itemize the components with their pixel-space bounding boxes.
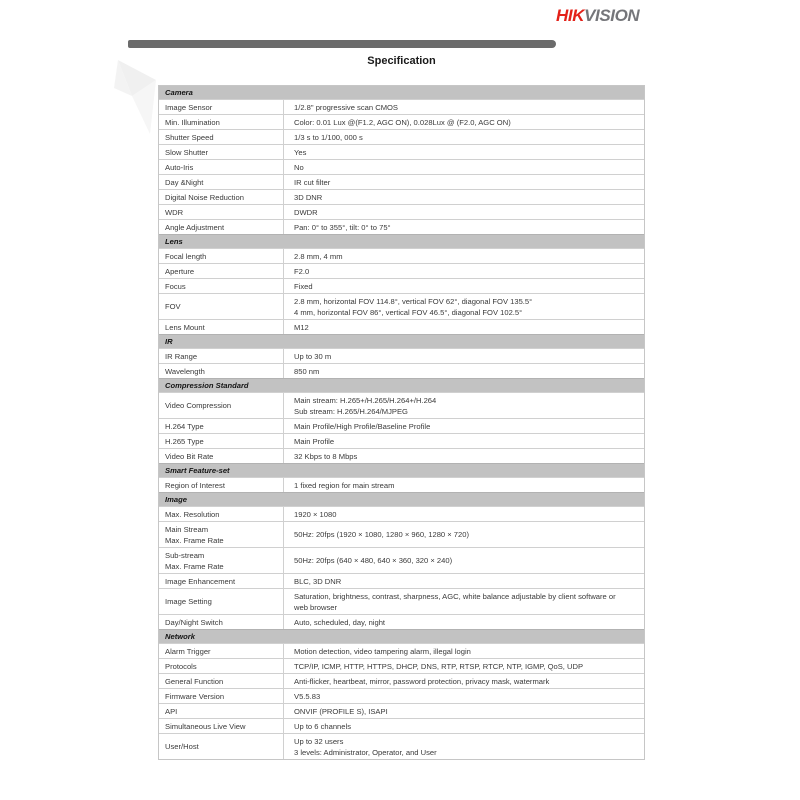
value-line: Auto, scheduled, day, night [294,617,386,627]
logo-hik-text: HIK [556,6,585,25]
value-line: IR cut filter [294,177,331,187]
logo-vision-text: VISION [584,6,640,25]
section-title: Lens [165,237,183,246]
row-label [159,100,283,114]
value-line: 32 Kbps to 8 Mbps [294,451,358,461]
section-header [159,378,644,392]
section-header [159,334,644,348]
value-line: 1/3 s to 1/100, 000 s [294,132,363,142]
label-line: Digital Noise Reduction [165,192,244,202]
row-label [159,615,283,629]
value-line: ONVIF (PROFILE S), ISAPI [294,706,388,716]
spec-table [158,85,645,760]
table-row [159,189,644,204]
table-row [159,144,644,159]
row-value [283,175,644,189]
value-line: 3D DNR [294,192,323,202]
row-label [159,574,283,588]
row-value [283,689,644,703]
value-line: Motion detection, video tampering alarm, illegal login [294,646,471,656]
page-title: Specification [367,55,436,67]
label-line: WDR [165,207,184,217]
value-line: 1/2.8" progressive scan CMOS [294,102,398,112]
row-label [159,279,283,293]
value-line: Up to 6 channels [294,721,351,731]
row-label [159,115,283,129]
section-title: Image [165,495,187,504]
row-label [159,160,283,174]
table-row [159,433,644,448]
label-line: Auto-Iris [165,162,194,172]
value-line: No [294,162,304,172]
label-line: User/Host [165,742,199,751]
value-line: F2.0 [294,266,310,276]
row-value [283,589,644,614]
row-value [283,644,644,658]
table-row [159,573,644,588]
table-row [159,293,644,319]
row-value [283,615,644,629]
row-value [283,264,644,278]
section-title: Smart Feature-set [165,466,230,475]
table-row [159,477,644,492]
row-value [283,674,644,688]
section-header [159,629,644,643]
row-label [159,589,283,614]
table-row [159,159,644,174]
section-title: Compression Standard [165,381,249,390]
value-line: 3 levels: Administrator, Operator, and User [294,747,437,757]
value-line: Anti-flicker, heartbeat, mirror, password protection, privacy mask, watermark [294,676,550,686]
row-value [283,522,644,547]
table-row [159,114,644,129]
row-value [283,478,644,492]
value-line: 2.8 mm, 4 mm [294,251,343,261]
table-row [159,348,644,363]
table-row [159,547,644,573]
row-value [283,279,644,293]
row-value [283,364,644,378]
table-row [159,688,644,703]
row-label [159,659,283,673]
table-row [159,506,644,521]
label-line: H.264 Type [165,421,204,431]
row-label [159,364,283,378]
row-value [283,160,644,174]
label-line: Shutter Speed [165,132,214,142]
label-line: Day &Night [165,177,204,187]
row-value [283,190,644,204]
value-line: Color: 0.01 Lux @(F1.2, AGC ON), 0.028Lux @ (F2.0, AGC ON) [294,117,511,127]
row-value [283,294,644,319]
label-line: IR Range [165,351,198,361]
row-label [159,689,283,703]
table-row [159,248,644,263]
table-row [159,643,644,658]
label-line: Region of Interest [165,480,225,490]
section-title: Network [165,632,195,641]
label-line: Lens Mount [165,322,205,332]
row-value [283,393,644,418]
value-line: Main Profile/High Profile/Baseline Profile [294,421,431,431]
row-value [283,249,644,263]
row-label [159,249,283,263]
table-row [159,204,644,219]
label-line: Simultaneous Live View [165,721,246,731]
section-title: IR [165,337,173,346]
row-label [159,205,283,219]
row-label [159,734,283,759]
value-line: 4 mm, horizontal FOV 86°, vertical FOV 46.5°, diagonal FOV 102.5° [294,307,523,317]
label-line: Alarm Trigger [165,646,211,656]
row-label [159,507,283,521]
label-line: Aperture [165,266,195,276]
row-label [159,393,283,418]
label-line: Angle Adjustment [165,222,225,232]
table-row [159,219,644,234]
row-value [283,115,644,129]
row-value [283,574,644,588]
label-line: Video Bit Rate [165,451,214,461]
label-line: FOV [165,302,181,311]
row-value [283,719,644,733]
value-line: Up to 32 users [294,736,344,746]
row-label [159,674,283,688]
label-line: Day/Night Switch [165,617,223,627]
label-line: Sub-stream [165,550,205,560]
row-value [283,548,644,573]
value-line: Main stream: H.265+/H.265/H.264+/H.264 [294,395,437,405]
section-header [159,234,644,248]
row-value [283,130,644,144]
row-label [159,704,283,718]
label-line: API [165,706,178,716]
label-line: Image Enhancement [165,576,236,586]
label-line: Focus [165,281,186,291]
row-label [159,478,283,492]
table-row [159,278,644,293]
table-row [159,733,644,759]
row-label [159,294,283,319]
label-line: Firmware Version [165,691,225,701]
label-line: Min. Illumination [165,117,220,127]
table-row [159,614,644,629]
row-value [283,220,644,234]
label-line: Focal length [165,251,207,261]
label-line: Wavelength [165,366,205,376]
section-header [159,463,644,477]
row-label [159,522,283,547]
label-line: General Function [165,676,224,686]
value-line: Yes [294,147,307,157]
table-row [159,99,644,114]
row-value [283,145,644,159]
table-row [159,703,644,718]
table-row [159,448,644,463]
row-value [283,205,644,219]
row-value [283,507,644,521]
value-line: Up to 30 m [294,351,332,361]
value-line: 2.8 mm, horizontal FOV 114.8°, vertical FOV 62°, diagonal FOV 135.5° [294,296,533,306]
label-line: Max. Frame Rate [165,535,224,545]
label-line: Max. Resolution [165,509,220,519]
row-value [283,349,644,363]
label-line: Image Setting [165,597,212,606]
row-label [159,190,283,204]
section-header [159,492,644,506]
section-header [159,86,644,99]
value-line: Saturation, brightness, contrast, sharpness, AGC, white balance adjustable by client software or [294,591,616,601]
watermark-shape [110,56,162,138]
label-line: Main Stream [165,524,209,534]
row-label [159,145,283,159]
value-line: V5.5.83 [294,691,321,701]
label-line: Slow Shutter [165,147,209,157]
hikvision-logo [556,6,639,26]
row-value [283,320,644,334]
label-line: Max. Frame Rate [165,561,224,571]
value-line: TCP/IP, ICMP, HTTP, HTTPS, DHCP, DNS, RTP, RTSP, RTCP, NTP, IGMP, QoS, UDP [294,661,584,671]
table-row [159,658,644,673]
row-label [159,548,283,573]
table-row [159,129,644,144]
row-label [159,220,283,234]
table-row [159,392,644,418]
label-line: Image Sensor [165,102,213,112]
label-line: Video Compression [165,401,232,410]
value-line: 50Hz: 20fps (1920 × 1080, 1280 × 960, 1280 × 720) [294,530,470,539]
value-line: web browser [294,602,338,612]
value-line: BLC, 3D DNR [294,576,342,586]
table-row [159,174,644,189]
row-label [159,320,283,334]
row-label [159,719,283,733]
value-line: 1920 × 1080 [294,509,337,519]
table-row [159,673,644,688]
label-line: H.265 Type [165,436,204,446]
header-divider-bar [128,40,556,48]
value-line: Main Profile [294,436,335,446]
value-line: Sub stream: H.265/H.264/MJPEG [294,406,408,416]
table-row [159,521,644,547]
value-line: Fixed [294,281,313,291]
row-label [159,130,283,144]
row-label [159,264,283,278]
row-label [159,419,283,433]
row-value [283,419,644,433]
row-value [283,434,644,448]
row-value [283,449,644,463]
table-row [159,418,644,433]
section-title: Camera [165,88,193,97]
value-line: M12 [294,322,309,332]
row-label [159,175,283,189]
value-line: 50Hz: 20fps (640 × 480, 640 × 360, 320 × 240) [294,556,453,565]
value-line: DWDR [294,207,318,217]
table-row [159,363,644,378]
table-row [159,263,644,278]
row-label [159,349,283,363]
row-value [283,734,644,759]
value-line: 850 nm [294,366,320,376]
row-label [159,434,283,448]
value-line: Pan: 0° to 355°, tilt: 0° to 75° [294,222,391,232]
table-row [159,588,644,614]
label-line: Protocols [165,661,197,671]
row-value [283,100,644,114]
row-label [159,449,283,463]
value-line: 1 fixed region for main stream [294,480,395,490]
row-label [159,644,283,658]
row-value [283,659,644,673]
table-row [159,718,644,733]
table-row [159,319,644,334]
row-value [283,704,644,718]
